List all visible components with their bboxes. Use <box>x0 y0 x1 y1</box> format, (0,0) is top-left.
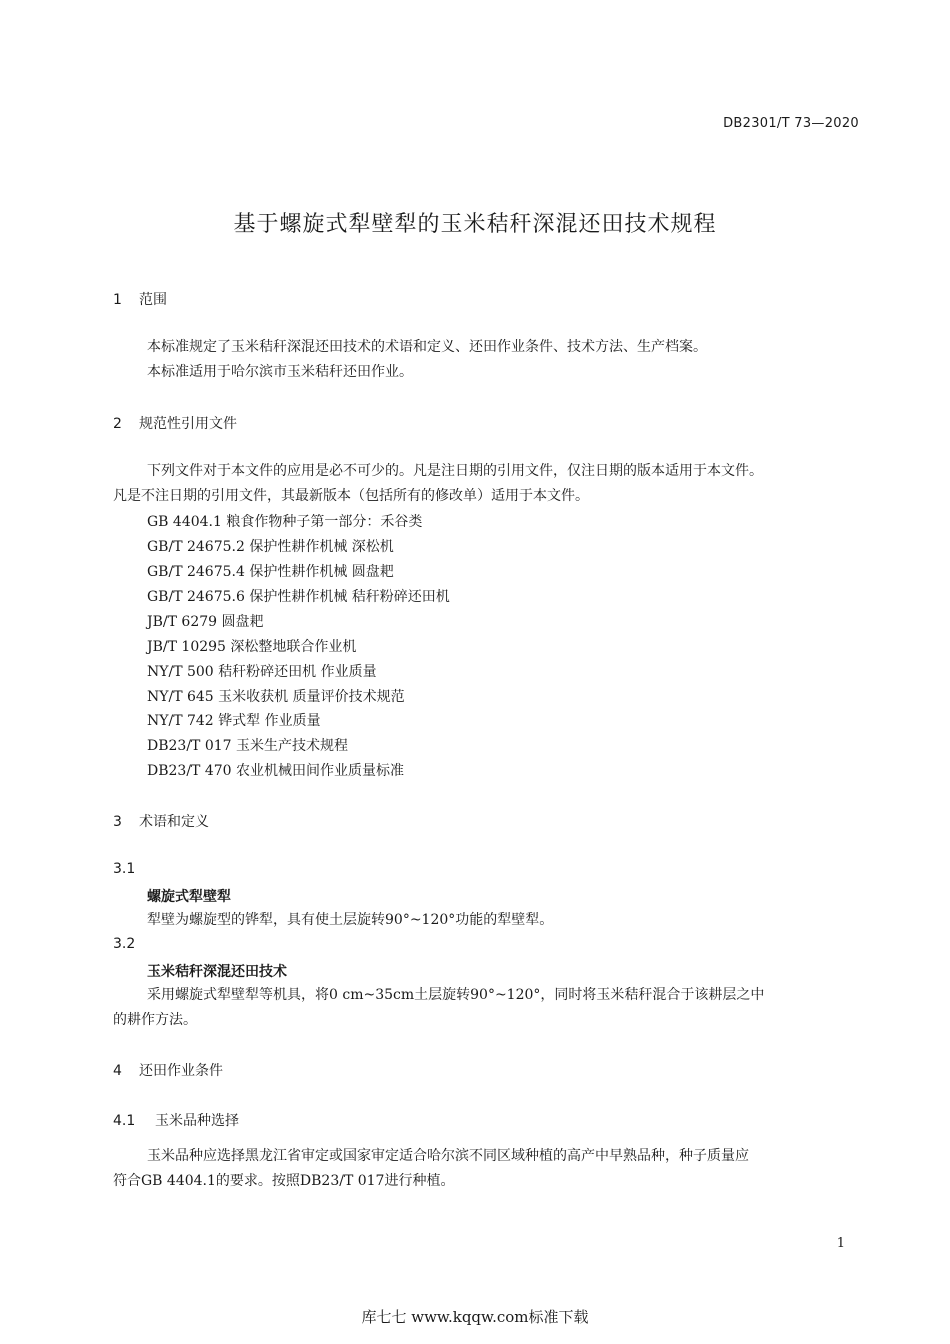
reference-item: GB/T 24675.6 保护性耕作机械 秸秆粉碎还田机 <box>147 589 450 605</box>
section-3-heading <box>113 811 209 831</box>
reference-item: DB23/T 470 农业机械田间作业质量标准 <box>147 763 405 779</box>
term-name: 螺旋式犁壁犁 <box>147 889 231 905</box>
term-number: 3.1 <box>113 861 136 877</box>
section-title: 规范性引用文件 <box>139 416 237 432</box>
reference-item: GB 4404.1 粮食作物种子第一部分：禾谷类 <box>147 514 423 530</box>
paragraph-line: 凡是不注日期的引用文件，其最新版本（包括所有的修改单）适用于本文件。 <box>113 488 589 504</box>
term-name: 玉米秸秆深混还田技术 <box>147 964 287 980</box>
reference-item: GB/T 24675.4 保护性耕作机械 圆盘耙 <box>147 564 394 580</box>
section-number: 2 <box>113 416 122 432</box>
section-4-heading <box>113 1060 223 1080</box>
reference-item: NY/T 645 玉米收获机 质量评价技术规范 <box>147 689 405 705</box>
section-number: 3 <box>113 814 122 830</box>
subsection-4-1-heading <box>113 1110 239 1130</box>
section-1-heading <box>113 289 167 309</box>
section-number: 4 <box>113 1063 122 1079</box>
term-definition: 犁壁为螺旋型的铧犁，具有使土层旋转90°~120°功能的犁壁犁。 <box>147 912 554 928</box>
reference-item: NY/T 500 秸秆粉碎还田机 作业质量 <box>147 664 377 680</box>
term-definition: 的耕作方法。 <box>113 1012 197 1028</box>
paragraph-line: 下列文件对于本文件的应用是必不可少的。凡是注日期的引用文件，仅注日期的版本适用于本文件。 <box>147 463 763 479</box>
paragraph-line: 玉米品种应选择黑龙江省审定或国家审定适合哈尔滨不同区域种植的高产中早熟品种，种子质量应 <box>147 1148 749 1164</box>
term-number: 3.2 <box>113 936 136 952</box>
reference-item: DB23/T 017 玉米生产技术规程 <box>147 738 349 754</box>
paragraph: 本标准规定了玉米秸秆深混还田技术的术语和定义、还田作业条件、技术方法、生产档案。 <box>147 339 707 355</box>
reference-item: GB/T 24675.2 保护性耕作机械 深松机 <box>147 539 394 555</box>
section-title: 还田作业条件 <box>139 1063 223 1079</box>
subsection-number: 4.1 <box>113 1113 136 1129</box>
reference-item: NY/T 742 铧式犁 作业质量 <box>147 713 321 729</box>
document-title: 基于螺旋式犁壁犁的玉米秸秆深混还田技术规程 <box>233 212 717 237</box>
page-number: 1 <box>836 1236 845 1251</box>
paragraph: 本标准适用于哈尔滨市玉米秸秆还田作业。 <box>147 364 413 380</box>
footer-watermark: 库七七 www.kqqw.com标准下载 <box>361 1308 589 1326</box>
term-definition: 采用螺旋式犁壁犁等机具，将0 cm~35cm土层旋转90°~120°，同时将玉米秸秆混合于该耕层之中 <box>147 987 765 1003</box>
standard-code: DB2301/T 73—2020 <box>723 116 859 131</box>
paragraph-line: 符合GB 4404.1的要求。按照DB23/T 017进行种植。 <box>113 1173 455 1189</box>
section-number: 1 <box>113 292 122 308</box>
subsection-title: 玉米品种选择 <box>155 1113 239 1129</box>
section-title: 术语和定义 <box>139 814 209 830</box>
section-title: 范围 <box>139 292 167 308</box>
reference-item: JB/T 6279 圆盘耙 <box>147 614 264 630</box>
reference-item: JB/T 10295 深松整地联合作业机 <box>147 639 357 655</box>
section-2-heading <box>113 413 237 433</box>
